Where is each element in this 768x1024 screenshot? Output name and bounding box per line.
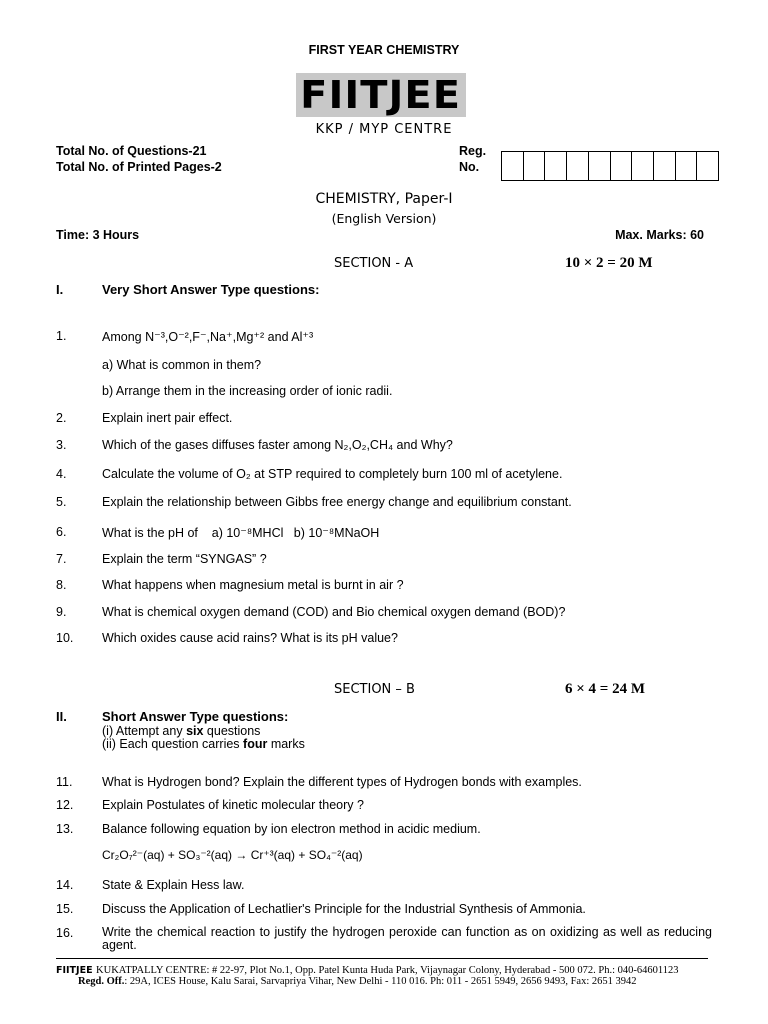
question-number: 4. xyxy=(56,467,67,481)
question-text xyxy=(102,329,313,344)
section-a-title: SECTION - A xyxy=(334,256,414,271)
instruction-emphasis: six xyxy=(186,724,204,738)
question-text: Which oxides cause acid rains? What is its pH value? xyxy=(102,631,398,645)
question-text: What happens when magnesium metal is burnt in air ? xyxy=(102,578,404,592)
total-questions: Total No. of Questions-21 xyxy=(56,144,207,158)
reg-box-cell[interactable] xyxy=(524,152,546,180)
question-text: Explain Postulates of kinetic molecular theory ? xyxy=(102,798,364,812)
question-number: 10. xyxy=(56,631,74,645)
question-text: Discuss the Application of Lechatlier's Principle for the Industrial Synthesis of Ammonia. xyxy=(102,902,586,916)
question-number: 8. xyxy=(56,578,67,592)
reg-box-cell[interactable] xyxy=(567,152,589,180)
question-number: 14. xyxy=(56,878,74,892)
question-text: Write the chemical reaction to justify the hydrogen peroxide can function as on oxidizing as well as reducing agent. xyxy=(102,925,712,952)
reg-label-1: Reg. xyxy=(459,144,487,158)
question-text: What is chemical oxygen demand (COD) and Bio chemical oxygen demand (BOD)? xyxy=(102,605,566,619)
question-number: 2. xyxy=(56,411,67,425)
question-text: What is the pH of a) 10⁻⁸MHCl b) 10⁻⁸MNaOH xyxy=(102,526,380,540)
section-b-title: SECTION – B xyxy=(334,682,415,697)
section-a-heading: Very Short Answer Type questions: xyxy=(102,282,320,297)
instruction-text: (ii) Each question carries xyxy=(102,737,244,751)
question-number: 12. xyxy=(56,798,74,812)
chemical-equation: Cr₂O₇²⁻(aq) + SO₃⁻²(aq) → Cr⁺³(aq) + SO₄⁻²(aq) xyxy=(102,848,363,862)
question-number: 1. xyxy=(56,329,67,343)
reg-box-cell[interactable] xyxy=(502,152,524,180)
fiitjee-logo xyxy=(296,73,466,117)
instruction-1 xyxy=(102,724,260,738)
question-text: Balance following equation by ion electron method in acidic medium. xyxy=(102,822,481,836)
centre-name: KKP / MYP CENTRE xyxy=(315,122,453,137)
top-title: FIRST YEAR CHEMISTRY xyxy=(308,43,460,57)
reg-box-cell[interactable] xyxy=(632,152,654,180)
question-text: Calculate the volume of O₂ at STP required to completely burn 100 ml of acetylene. xyxy=(102,467,563,481)
footer-logo: FIITJEE xyxy=(56,965,93,976)
reg-box-cell[interactable] xyxy=(589,152,611,180)
question-text: Explain the relationship between Gibbs free energy change and equilibrium constant. xyxy=(102,495,572,509)
paper-title: CHEMISTRY, Paper-I xyxy=(315,191,453,207)
exam-time: Time: 3 Hours xyxy=(56,228,140,242)
total-pages: Total No. of Printed Pages-2 xyxy=(56,160,222,174)
instruction-2 xyxy=(102,737,305,751)
footer-line-1 xyxy=(56,962,679,976)
question-number: 15. xyxy=(56,902,74,916)
reg-box-cell[interactable] xyxy=(697,152,718,180)
footer-divider xyxy=(56,958,708,959)
section-a-roman: I. xyxy=(56,282,64,297)
reg-box-cell[interactable] xyxy=(654,152,676,180)
reg-label-2: No. xyxy=(459,160,480,174)
section-a-marks: 10 × 2 = 20 M xyxy=(565,255,653,271)
question-number: 6. xyxy=(56,525,67,539)
question-part-b: b) Arrange them in the increasing order of ionic radii. xyxy=(102,384,393,398)
question-text: Explain inert pair effect. xyxy=(102,411,233,425)
paper-version: (English Version) xyxy=(331,211,437,226)
section-b-roman: II. xyxy=(56,709,67,724)
section-b-heading: Short Answer Type questions: xyxy=(102,709,289,724)
footer-regd-address: : 29A, ICES House, Kalu Sarai, Sarvapriya Vihar, New Delhi - 110 016. Ph: 011 - 2651 5949, 2656 9493, Fax: 2651 3942 xyxy=(124,976,637,987)
section-b-marks: 6 × 4 = 24 M xyxy=(565,681,646,697)
reg-box-cell[interactable] xyxy=(676,152,698,180)
footer-line-2 xyxy=(78,976,637,987)
question-number: 5. xyxy=(56,495,67,509)
reg-box-cell[interactable] xyxy=(611,152,633,180)
question-number: 7. xyxy=(56,552,67,566)
question-number: 11. xyxy=(56,775,73,789)
instruction-text: (i) Attempt any xyxy=(102,724,187,738)
instruction-text: questions xyxy=(203,724,261,738)
instruction-emphasis: four xyxy=(243,737,268,751)
instruction-text: marks xyxy=(267,737,305,751)
question-number: 3. xyxy=(56,438,67,452)
question-part-a: a) What is common in them? xyxy=(102,358,262,372)
question-text: Which of the gases diffuses faster among N₂,O₂,CH₄ and Why? xyxy=(102,438,453,452)
question-text: What is Hydrogen bond? Explain the different types of Hydrogen bonds with examples. xyxy=(102,775,582,789)
footer-address: KUKATPALLY CENTRE: # 22-97, Plot No.1, Opp. Patel Kunta Huda Park, Vijaynagar Colony, Hyderabad - 500 072. Ph.: 040-64601123 xyxy=(96,965,679,976)
question-number: 9. xyxy=(56,605,67,619)
question-number: 16. xyxy=(56,926,74,940)
ion-list: N⁻³,O⁻²,F⁻,Na⁺,Mg⁺² and Al⁺³ xyxy=(145,330,314,344)
max-marks: Max. Marks: 60 xyxy=(615,228,704,242)
question-text: Explain the term “SYNGAS” ? xyxy=(102,552,267,566)
question-lead: Among xyxy=(102,330,142,344)
logo-text: FIITJEE xyxy=(300,73,462,117)
reg-box-cell[interactable] xyxy=(545,152,567,180)
footer-regd-label: Regd. Off. xyxy=(78,976,125,987)
reg-number-boxes[interactable] xyxy=(501,151,719,181)
question-text: State & Explain Hess law. xyxy=(102,878,245,892)
question-number: 13. xyxy=(56,822,74,836)
